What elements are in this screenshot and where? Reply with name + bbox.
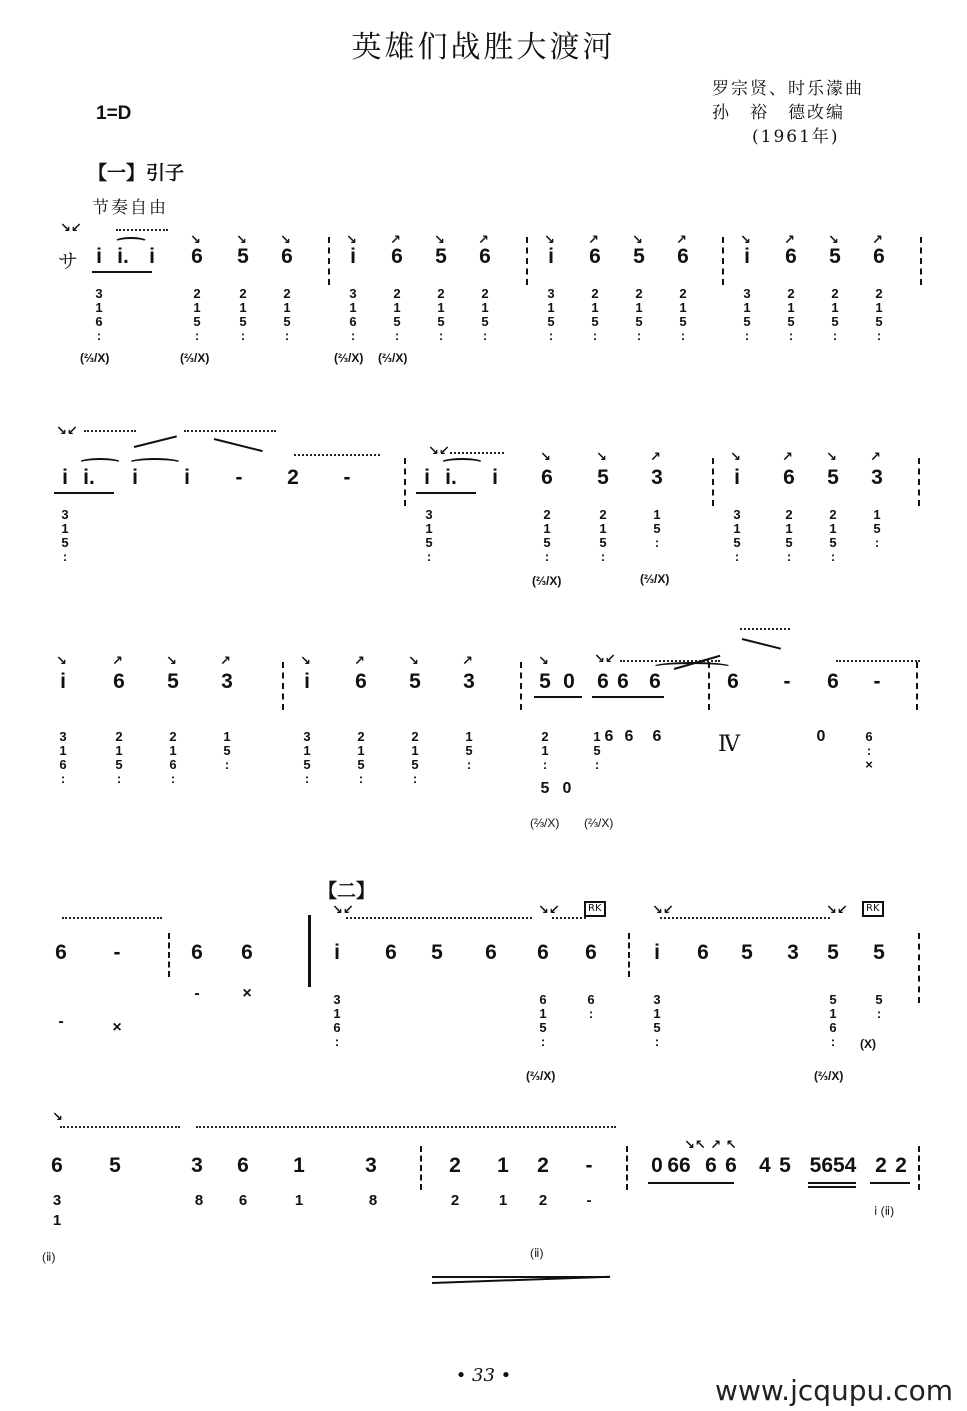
- note: 6: [697, 941, 709, 964]
- note: 6: [485, 941, 497, 964]
- note: 0: [563, 670, 575, 693]
- boxed-marking: RK: [584, 901, 606, 917]
- note: 5: [540, 780, 550, 797]
- note: i.: [445, 466, 457, 489]
- note: 66: [667, 1154, 691, 1177]
- note: 6: [617, 670, 629, 693]
- note: i: [132, 466, 138, 489]
- note: 6: [705, 1154, 717, 1177]
- note: 6: [585, 941, 597, 964]
- section-1-label: 【一】: [88, 162, 146, 184]
- boxed-marking: RK: [862, 901, 884, 917]
- note: 3: [871, 466, 883, 489]
- note: 6: [589, 245, 601, 268]
- note: i: [60, 670, 66, 693]
- note: -: [783, 670, 791, 693]
- note: 3: [463, 670, 475, 693]
- note: 0: [562, 780, 572, 797]
- note: ×: [242, 985, 252, 1002]
- note: -: [585, 1154, 593, 1177]
- year-credit: (1961年): [752, 127, 840, 147]
- note: 5: [873, 941, 885, 964]
- note: i: [184, 466, 190, 489]
- note: 5: [633, 245, 645, 268]
- note: ×: [112, 1019, 122, 1036]
- melody-row-3: [0, 670, 967, 700]
- note: 5: [431, 941, 443, 964]
- note: 6: [604, 728, 614, 745]
- note: 1: [293, 1154, 305, 1177]
- page-number: • 33 •: [455, 1365, 512, 1386]
- note: 6: [873, 245, 885, 268]
- note: 6: [479, 245, 491, 268]
- note: 2: [537, 1154, 549, 1177]
- note: 3: [651, 466, 663, 489]
- note: 5: [409, 670, 421, 693]
- note: 6: [677, 245, 689, 268]
- note: -: [235, 466, 243, 489]
- section-2-label: 【二】: [318, 880, 376, 902]
- note: 6: [537, 941, 549, 964]
- note: 6: [113, 670, 125, 693]
- note: 6: [597, 670, 609, 693]
- note: -: [873, 670, 881, 693]
- note: -: [113, 941, 121, 964]
- note: 4: [759, 1154, 771, 1177]
- note: 3: [221, 670, 233, 693]
- note: 1: [498, 1192, 508, 1209]
- note: 6: [191, 245, 203, 268]
- note: 3: [787, 941, 799, 964]
- melody-row-2: [0, 466, 967, 496]
- note: 1: [497, 1154, 509, 1177]
- note: 1: [52, 1212, 62, 1229]
- note: 6: [355, 670, 367, 693]
- section-1-name: 引子: [146, 162, 185, 184]
- note: 5654: [809, 1154, 857, 1177]
- note: i: [149, 245, 155, 268]
- note: 6: [237, 1154, 249, 1177]
- sanban-symbol: サ: [58, 249, 78, 273]
- note: 0: [651, 1154, 663, 1177]
- note: 5: [827, 466, 839, 489]
- note: i: [96, 245, 102, 268]
- composer-credit: 罗宗贤、时乐濛曲: [712, 79, 864, 99]
- note: 1: [294, 1192, 304, 1209]
- lower-row-5: [0, 1192, 967, 1229]
- note: 6: [281, 245, 293, 268]
- position-marking: Ⅳ: [718, 732, 740, 757]
- melody-row-5: [0, 1154, 967, 1184]
- note: 5: [237, 245, 249, 268]
- page-title: 英雄们战胜大渡河: [351, 30, 616, 65]
- note: 6: [541, 466, 553, 489]
- note: i: [304, 670, 310, 693]
- note: 6: [649, 670, 661, 693]
- note: 6: [783, 466, 795, 489]
- note: 5: [435, 245, 447, 268]
- note: 2: [538, 1192, 548, 1209]
- note: -: [343, 466, 351, 489]
- system-2: ↘↙ ↘↙ i i. i i - 2 - i i. i 6 5 3 i 6 5 3 ↘ ↘ ↗ ↘ ↗ ↘ ↗ 3 1 5 : 3 1 5 : 2 1 5 : 2 1 5 : 1 5 : 3 1 5 : 2 1 5 : 2 1 5 : 1 5 : (⅔/X) (⅔/X): [0, 420, 967, 620]
- note: 2: [875, 1154, 887, 1177]
- tempo-marking: 节奏自由: [92, 198, 168, 218]
- melody-row-4: [0, 941, 967, 971]
- note: 6: [241, 941, 253, 964]
- note: 5: [829, 245, 841, 268]
- key-signature: 1=D: [96, 103, 132, 124]
- note: 6: [624, 728, 634, 745]
- note: 6: [827, 670, 839, 693]
- note: 6: [191, 941, 203, 964]
- note: i: [744, 245, 750, 268]
- system-5: 6 5 3 6 1 3 2 1 2 - 0 66 6 6 4 5 5654 2 2 ↘ ↘↖ ↗ ↖ 3 1 8 6 1 8 2 1 2 - (ⅱ) (ⅱ) ⅰ (ⅱ): [0, 1110, 967, 1310]
- note: -: [586, 1192, 592, 1209]
- watermark: www.jcqupu.com: [715, 1374, 953, 1407]
- note: 6: [727, 670, 739, 693]
- note: 6: [385, 941, 397, 964]
- note: 3: [191, 1154, 203, 1177]
- note: 8: [194, 1192, 204, 1209]
- note: i.: [117, 245, 129, 268]
- note: i: [424, 466, 430, 489]
- note: 2: [450, 1192, 460, 1209]
- note: i.: [83, 466, 95, 489]
- note: 2: [287, 466, 299, 489]
- arranger-credit: 孙 裕 德改编: [712, 103, 845, 123]
- note: 6: [725, 1154, 737, 1177]
- note: i: [334, 941, 340, 964]
- note: 6: [785, 245, 797, 268]
- note: -: [194, 985, 200, 1002]
- note: 5: [597, 466, 609, 489]
- note: 6: [391, 245, 403, 268]
- note: 3: [52, 1192, 62, 1209]
- note: i: [350, 245, 356, 268]
- note: -: [58, 1013, 64, 1030]
- note: i: [492, 466, 498, 489]
- system-3: ↘↙ i 6 5 3 i 6 5 3 5 0 6 6 6 6 - 6 - ↘ ↗ ↘ ↗ ↘ ↗ ↘ ↗ ↘ 3 1 6 : 2 1 5 : 2 1 6 : 1 5 : 3 1 5 : 2 1 5 : 2 1 5 : 1 5 : 2 1 : 1 5 : 6 : × 6 6 6 0 5 0 Ⅳ (⅔/X) (⅔/X): [0, 620, 967, 860]
- note: 3: [365, 1154, 377, 1177]
- lower-row-3: [0, 728, 967, 797]
- note: i: [548, 245, 554, 268]
- note: i: [62, 466, 68, 489]
- note: i: [654, 941, 660, 964]
- note: 0: [816, 728, 826, 745]
- system-1: ↘↙ サ i i. i 6 5 6 i 6 5 6 i 6 5 6 i 6 5 6 ↘ ↘ ↘ ↘ ↗ ↘ ↗ ↘ ↗ ↘ ↗ ↘ ↗ ↘ ↗ 3 1 6 : 2 1 5 : 2 1 5 : 2 1 5 : 3 1 6 : 2 1 5 : 2 1 5 : 2 1 5 : 3 1 5 : 2 1 5 : 2 1 5 : 2 1 5 : 3 1 5 : 2 1 5 : 2 1 5 : 2 1 5 : (⅔/X) (⅔/X) (⅔/X) (⅔/X): [0, 215, 967, 395]
- note: 8: [368, 1192, 378, 1209]
- note: 5: [539, 670, 551, 693]
- note: 5: [167, 670, 179, 693]
- system-4: RK RK 6 - 6 6 i 6 5 6 6 6 i 6 5 3 5 5 ↘↙ ↘↙ ↘↙ ↘↙ - - × × 3 1 6 : 6 1 5 : 6 : 3 1 5 : 5 1 6 : 5 : (⅔/X) (⅔/X) (X): [0, 895, 967, 1115]
- note: 5: [779, 1154, 791, 1177]
- note: 2: [895, 1154, 907, 1177]
- note: 5: [741, 941, 753, 964]
- note: 5: [827, 941, 839, 964]
- note: 5: [109, 1154, 121, 1177]
- note: 6: [238, 1192, 248, 1209]
- note: 6: [55, 941, 67, 964]
- note: 6: [652, 728, 662, 745]
- note: 6: [51, 1154, 63, 1177]
- note: 2: [449, 1154, 461, 1177]
- note: i: [734, 466, 740, 489]
